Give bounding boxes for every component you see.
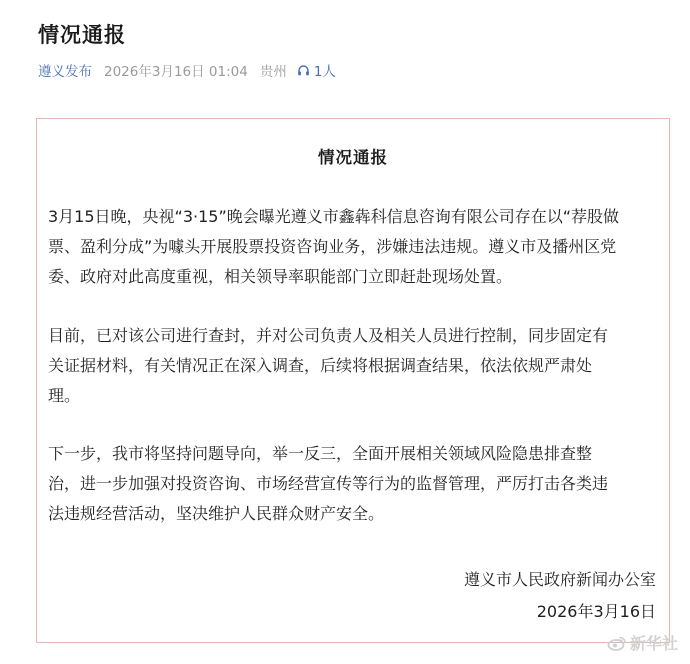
- paragraph-line: 治，进一步加强对投资咨询、市场经营宣传等行为的监督管理，严厉打击各类违: [48, 474, 609, 493]
- listener-count: 1人: [313, 64, 336, 80]
- notice-paragraph-2: [48, 321, 660, 411]
- paragraph-line: 委、政府对此高度重视，相关领导率职能部门立即赶赴现场处置。: [48, 267, 513, 286]
- listen-button[interactable]: [297, 60, 336, 80]
- notice-paragraph-3: [48, 439, 660, 529]
- paragraph-line: 关证据材料，有关情况正在深入调查，后续将根据调查结果，依法依规严肃处: [48, 356, 593, 375]
- article-title: 情况通报: [38, 23, 126, 47]
- paragraph-line: 3月15日晚，央视“3·15”晚会曝光遵义市鑫犇科信息咨询有限公司存在以“荐股做: [48, 207, 620, 226]
- weibo-logo-icon: [607, 635, 630, 651]
- signature-date: 2026年3月16日: [536, 602, 656, 621]
- paragraph-line: 票、盈利分成”为噱头开展股票投资咨询业务，涉嫌违法违规。遵义市及播州区党: [48, 237, 617, 256]
- paragraph-line: 下一步，我市将坚持问题导向，举一反三，全面开展相关领域风险隐患排查整: [48, 444, 593, 463]
- paragraph-line: 法违规经营活动，坚决维护人民群众财产安全。: [48, 504, 385, 523]
- headphones-icon: [297, 64, 314, 77]
- paragraph-line: 理。: [48, 386, 81, 405]
- article-meta: [38, 60, 336, 80]
- watermark-text: 新华社: [629, 634, 678, 653]
- notice-title: 情况通报: [318, 148, 388, 167]
- location-label: 贵州: [259, 64, 287, 80]
- paragraph-line: 目前，已对该公司进行查封，并对公司负责人及相关人员进行控制，同步固定有: [48, 326, 609, 345]
- notice-image: [36, 118, 670, 643]
- notice-paragraph-1: [48, 202, 660, 292]
- watermark: [607, 631, 678, 654]
- publish-time: 2026年3月16日 01:04: [104, 64, 248, 80]
- source-link[interactable]: 遵义发布: [38, 64, 92, 80]
- signature-office: 遵义市人民政府新闻办公室: [463, 570, 656, 589]
